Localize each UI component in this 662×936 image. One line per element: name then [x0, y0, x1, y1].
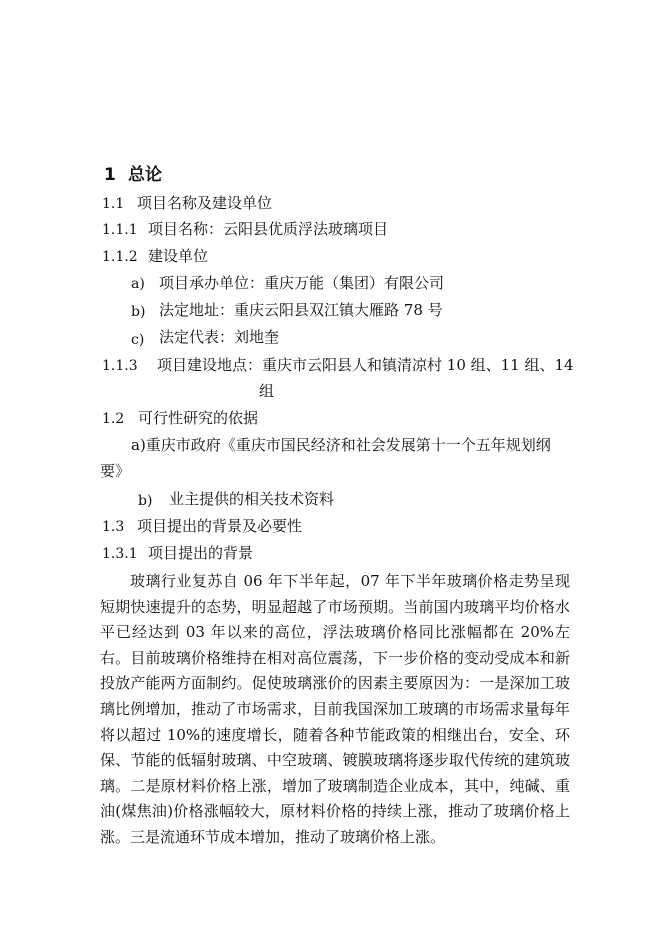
chapter-number: 1: [104, 165, 116, 185]
list-marker-a: a): [131, 276, 145, 292]
list-item-b: 法定地址：重庆云阳县双江镇大雁路 78 号: [159, 301, 443, 319]
section-number-1-1: 1.1: [102, 196, 125, 212]
basis-item-b: 业主提供的相关技术资料: [169, 490, 335, 508]
chapter-title: 总论: [128, 165, 162, 185]
list-marker-c: c): [131, 332, 145, 348]
list-marker-b: b): [131, 304, 146, 320]
section-text-1-1-1: 项目名称：云阳县优质浮法玻璃项目: [148, 220, 389, 238]
section-title-1-1: 项目名称及建设单位: [137, 194, 273, 212]
list-item-c: 法定代表：刘地奎: [159, 328, 280, 346]
section-number-1-1-3: 1.1.3: [102, 358, 138, 374]
basis-item-a: a)重庆市政府《重庆市国民经济和社会发展第十一个五年规划纲: [131, 436, 551, 454]
section-title-1-2: 可行性研究的依据: [138, 409, 259, 427]
background-paragraph: 玻璃行业复苏自 06 年下半年起，07 年下半年玻璃价格走势呈现短期快速提升的态势，明显超越了市场预期。当前国内玻璃平均价格水平已经达到 03 年以来的高位，浮法玻璃价格同比涨幅都在 20%左右。目前玻璃价格维持在相对高位震荡，下一步价格的变动受成本和新投放产能两方面制约。促使玻璃涨价的因素主要原因为：一是深加工玻璃比例增加，推动了市场需求，目前我国深加工玻璃的市场需求量每年将以超过 10%的速度增长，随着各种节能政策的相继出台，安全、环保、节能的低辐射玻璃、中空玻璃、镀膜玻璃将逐步取代传统的建筑玻璃。二是原材料价格上涨，增加了玻璃制造企业成本，其中，纯碱、重油(煤焦油)价格涨幅较大，原材料价格的持续上涨，推动了玻璃价格上涨。三是流通环节成本增加，推动了玻璃价格上涨。: [100, 572, 570, 846]
section-text-1-1-3: 项目建设地点：重庆市云阳县人和镇清凉村 10 组、11 组、14: [157, 356, 574, 374]
list-item-a: 项目承办单位：重庆万能（集团）有限公司: [159, 274, 445, 292]
section-text-1-1-3-cont: 组: [259, 382, 275, 400]
section-title-1-3-1: 项目提出的背景: [148, 544, 254, 562]
section-number-1-3: 1.3: [102, 519, 125, 535]
section-title-1-3: 项目提出的背景及必要性: [137, 517, 303, 535]
section-number-1-2: 1.2: [102, 411, 125, 427]
section-number-1-1-1: 1.1.1: [102, 222, 138, 238]
section-title-1-1-2: 建设单位: [148, 247, 209, 265]
section-number-1-3-1: 1.3.1: [102, 546, 138, 562]
basis-item-a-cont: 要》: [100, 462, 131, 480]
basis-marker-b: b): [138, 493, 153, 509]
section-number-1-1-2: 1.1.2: [102, 249, 138, 265]
